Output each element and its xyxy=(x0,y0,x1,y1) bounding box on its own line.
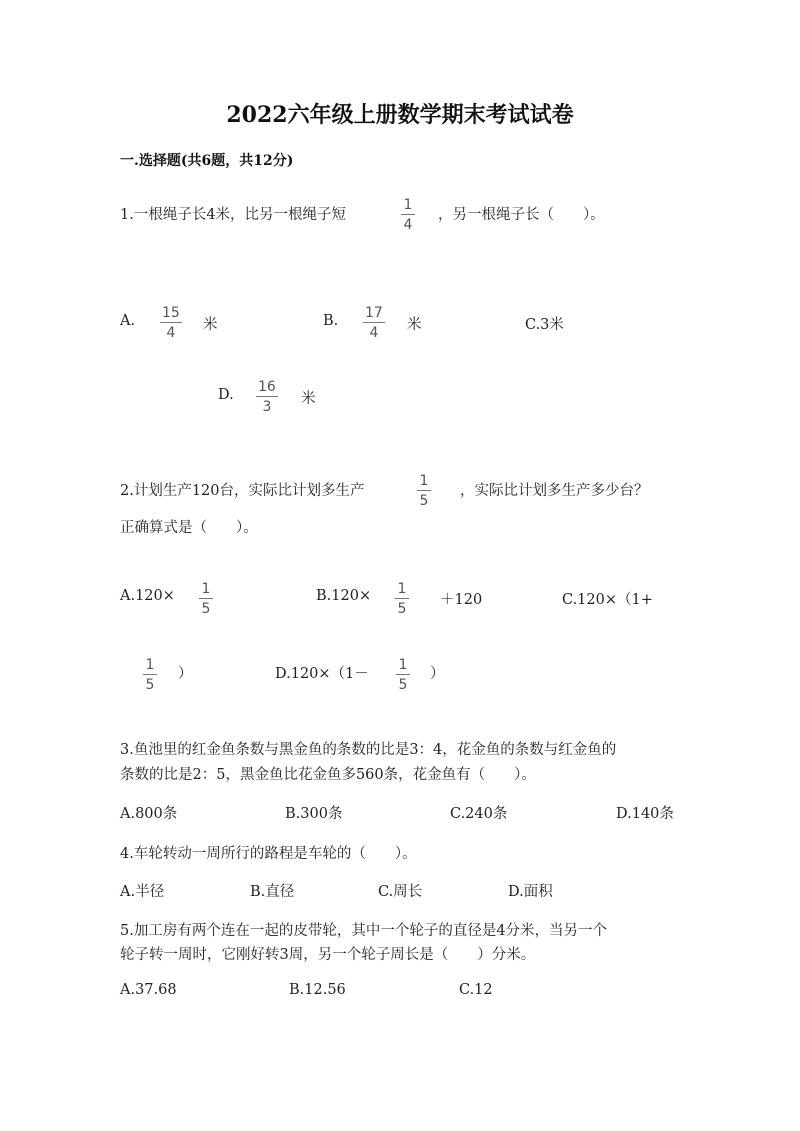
question-1-fraction xyxy=(401,198,415,232)
question-3-stem: 3.鱼池里的红金鱼条数与黑金鱼的条数的比是3：4，花金鱼的条数与红金鱼的 xyxy=(120,742,617,758)
option-fraction xyxy=(160,306,182,340)
option-label: D.120×（1－ xyxy=(275,666,369,682)
question-2-fraction xyxy=(417,474,431,508)
fraction-numerator: 16 xyxy=(258,379,276,395)
question-4-stem: 4.车轮转动一周所行的路程是车轮的（ ）。 xyxy=(120,846,417,862)
option-3c[interactable]: C.240条 xyxy=(450,806,508,822)
option-fraction xyxy=(396,658,410,692)
section-heading: 一.选择题(共6题，共12分) xyxy=(120,153,294,169)
option-4d[interactable]: D.面积 xyxy=(508,884,553,900)
question-5-stem: 5.加工房有两个连在一起的皮带轮，其中一个轮子的直径是4分米，当另一个 xyxy=(120,923,608,939)
fraction-denominator: 3 xyxy=(262,399,272,415)
fraction-numerator: 1 xyxy=(397,581,407,597)
option-fraction xyxy=(395,582,409,616)
question-1-stem-end: ，另一根绳子长（ ）。 xyxy=(438,207,605,223)
question-2-stem-line2: 正确算式是（ ）。 xyxy=(120,520,258,536)
option-unit: 米 xyxy=(203,317,218,333)
option-5a[interactable]: A.37.68 xyxy=(120,982,177,998)
option-suffix: ） xyxy=(178,666,193,682)
fraction-numerator: 15 xyxy=(162,305,180,321)
option-suffix: ＋120 xyxy=(440,592,483,608)
option-5c[interactable]: C.12 xyxy=(459,982,493,998)
fraction-denominator: 5 xyxy=(201,601,211,617)
fraction-numerator: 1 xyxy=(201,581,211,597)
option-3a[interactable]: A.800条 xyxy=(120,806,178,822)
fraction-denominator: 5 xyxy=(145,677,155,693)
fraction-numerator: 1 xyxy=(145,657,155,673)
option-label: A.120× xyxy=(120,588,175,604)
option-suffix: ） xyxy=(430,666,445,682)
fraction-numerator: 17 xyxy=(365,305,383,321)
fraction-numerator: 1 xyxy=(398,657,408,673)
fraction-denominator: 5 xyxy=(398,677,408,693)
fraction-denominator: 5 xyxy=(397,601,407,617)
option-label: C.3米 xyxy=(525,317,564,333)
option-label: C.120×（1+ xyxy=(562,592,653,608)
page-title: 2022六年级上册数学期末考试试卷 xyxy=(226,102,574,128)
option-unit: 米 xyxy=(407,317,422,333)
option-fraction xyxy=(143,658,157,692)
option-3b[interactable]: B.300条 xyxy=(285,806,343,822)
option-fraction xyxy=(256,380,278,414)
question-3-stem-line2: 条数的比是2：5，黑金鱼比花金鱼多560条，花金鱼有（ ）。 xyxy=(120,767,536,783)
question-2-stem: 2.计划生产120台，实际比计划多生产 xyxy=(120,483,365,499)
fraction-numerator: 1 xyxy=(403,197,413,213)
option-5b[interactable]: B.12.56 xyxy=(289,982,346,998)
option-fraction xyxy=(363,306,385,340)
fraction-denominator: 4 xyxy=(166,325,176,341)
question-5-stem-line2: 轮子转一周时，它刚好转3周，另一个轮子周长是（ ）分米。 xyxy=(120,947,536,963)
option-unit: 米 xyxy=(301,391,316,407)
fraction-denominator: 4 xyxy=(403,217,413,233)
fraction-denominator: 4 xyxy=(369,325,379,341)
fraction-denominator: 5 xyxy=(419,493,429,509)
question-2-stem-end: ，实际比计划多生产多少台？ xyxy=(460,483,649,499)
fraction-numerator: 1 xyxy=(419,473,429,489)
option-label: D. xyxy=(218,387,234,403)
question-1-stem: 1.一根绳子长4米，比另一根绳子短 xyxy=(120,207,347,223)
option-label: B.120× xyxy=(316,588,372,604)
option-4b[interactable]: B.直径 xyxy=(250,884,295,900)
option-3d[interactable]: D.140条 xyxy=(616,806,674,822)
option-label: B. xyxy=(323,313,339,329)
option-label: A. xyxy=(120,313,136,329)
option-4a[interactable]: A.半径 xyxy=(120,884,165,900)
option-fraction xyxy=(199,582,213,616)
option-4c[interactable]: C.周长 xyxy=(378,884,423,900)
